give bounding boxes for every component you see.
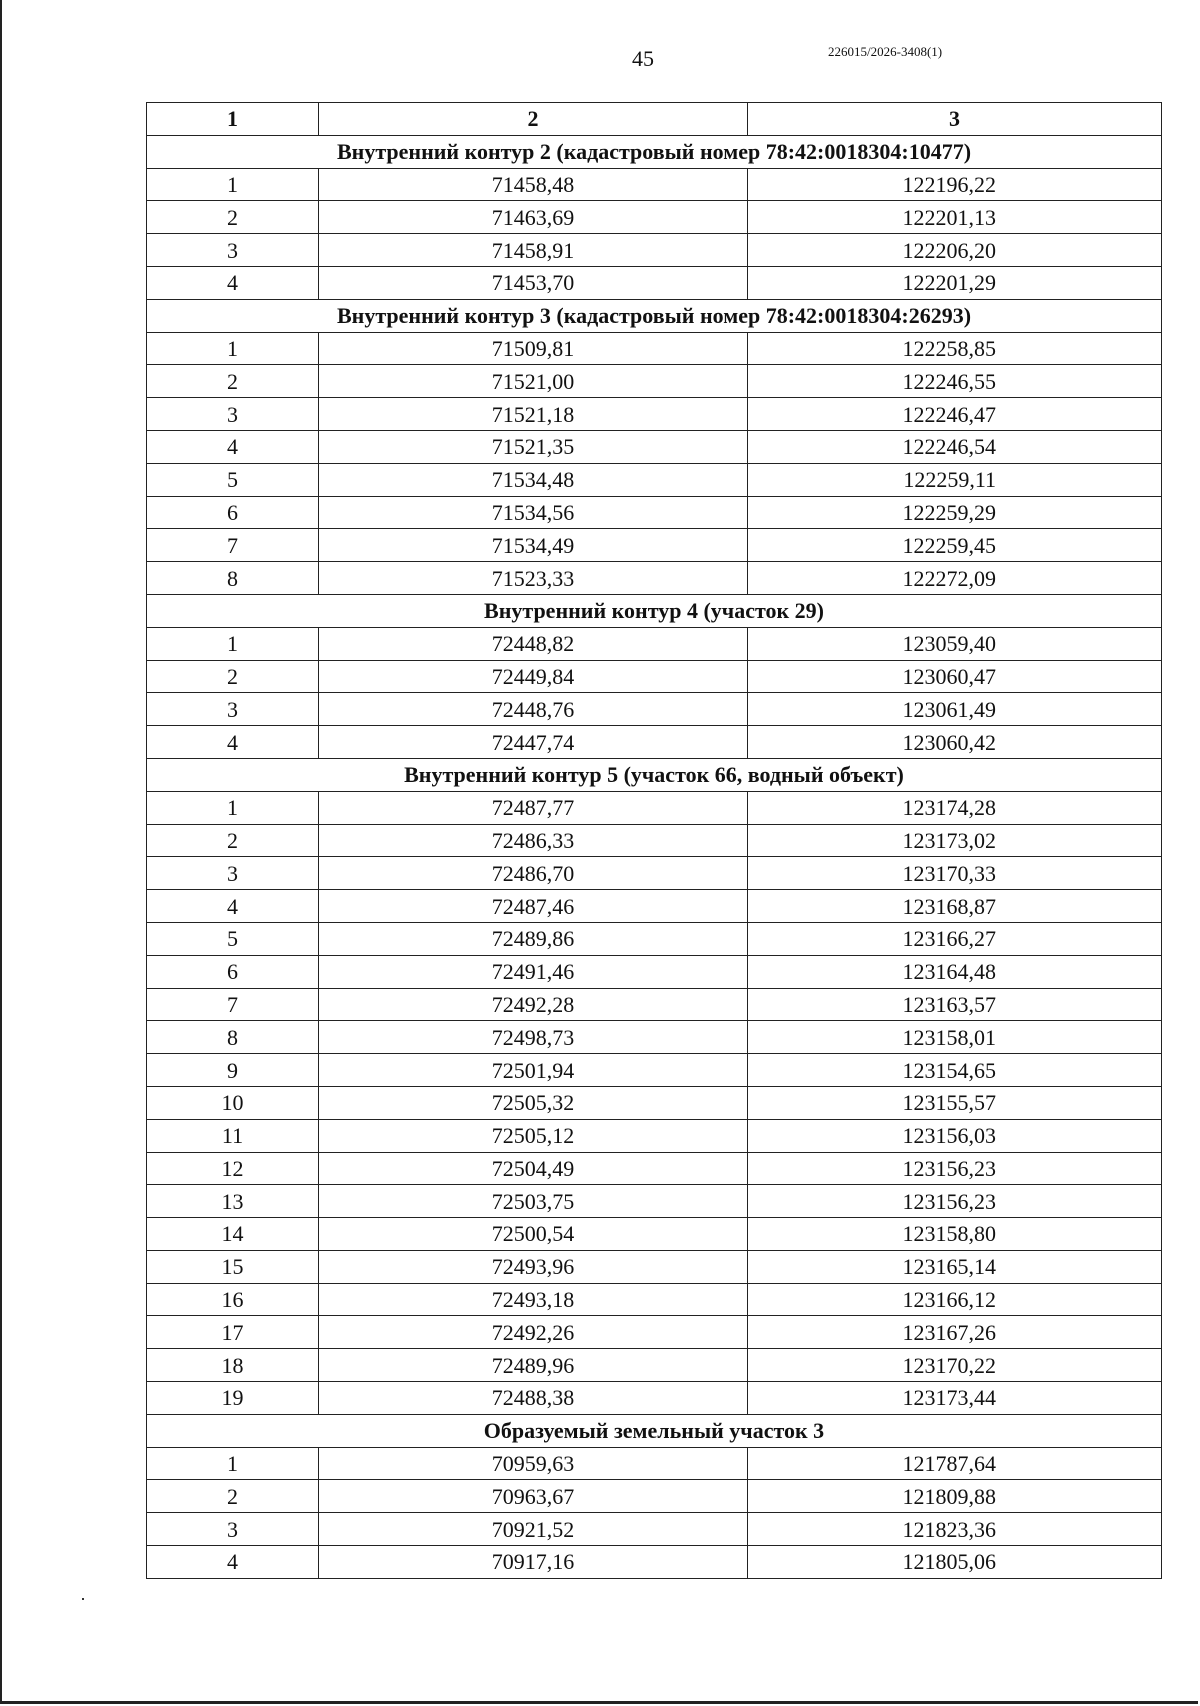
coordinate-y: 123158,80 bbox=[748, 1218, 1162, 1251]
table-row bbox=[147, 791, 1162, 824]
coordinate-y: 121805,06 bbox=[748, 1546, 1162, 1579]
coordinate-x: 72498,73 bbox=[319, 1021, 748, 1054]
header-row bbox=[147, 103, 1162, 136]
coordinate-y: 123166,27 bbox=[748, 922, 1162, 955]
coordinate-y: 123158,01 bbox=[748, 1021, 1162, 1054]
page-number: 45 bbox=[632, 46, 654, 71]
table-row bbox=[147, 955, 1162, 988]
point-number: 1 bbox=[147, 1447, 319, 1480]
coordinate-x: 72489,96 bbox=[319, 1349, 748, 1382]
coordinate-x: 72448,82 bbox=[319, 627, 748, 660]
document-id: 226015/2026-3408(1) bbox=[828, 44, 943, 59]
point-number: 12 bbox=[147, 1152, 319, 1185]
table-row bbox=[147, 693, 1162, 726]
table-row bbox=[147, 1218, 1162, 1251]
table-row bbox=[147, 365, 1162, 398]
coordinate-y: 123061,49 bbox=[748, 693, 1162, 726]
table-row bbox=[147, 234, 1162, 267]
point-number: 7 bbox=[147, 988, 319, 1021]
table-row bbox=[147, 1316, 1162, 1349]
coordinate-x: 72493,18 bbox=[319, 1283, 748, 1316]
coordinates-table bbox=[146, 102, 1162, 1579]
coordinate-x: 71534,56 bbox=[319, 496, 748, 529]
table-row bbox=[147, 627, 1162, 660]
section-row bbox=[147, 594, 1162, 627]
coordinate-x: 71458,91 bbox=[319, 234, 748, 267]
coordinate-y: 123155,57 bbox=[748, 1086, 1162, 1119]
section-title: Образуемый земельный участок 3 bbox=[147, 1414, 1162, 1447]
table-row bbox=[147, 1513, 1162, 1546]
coordinate-y: 122259,29 bbox=[748, 496, 1162, 529]
point-number: 13 bbox=[147, 1185, 319, 1218]
point-number: 17 bbox=[147, 1316, 319, 1349]
coordinate-x: 70959,63 bbox=[319, 1447, 748, 1480]
coordinate-x: 72501,94 bbox=[319, 1054, 748, 1087]
coordinate-x: 72486,33 bbox=[319, 824, 748, 857]
table-row bbox=[147, 1250, 1162, 1283]
point-number: 8 bbox=[147, 562, 319, 595]
table-row bbox=[147, 562, 1162, 595]
coordinate-x: 72489,86 bbox=[319, 922, 748, 955]
point-number: 8 bbox=[147, 1021, 319, 1054]
table-body bbox=[147, 135, 1162, 1578]
point-number: 4 bbox=[147, 890, 319, 923]
table-row bbox=[147, 1447, 1162, 1480]
table-row bbox=[147, 1382, 1162, 1415]
section-title: Внутренний контур 2 (кадастровый номер 78:42:0018304:10477) bbox=[147, 135, 1162, 168]
point-number: 1 bbox=[147, 791, 319, 824]
table-row bbox=[147, 529, 1162, 562]
point-number: 4 bbox=[147, 266, 319, 299]
header-col-3: 3 bbox=[748, 103, 1162, 136]
coordinate-y: 123164,48 bbox=[748, 955, 1162, 988]
table-row bbox=[147, 201, 1162, 234]
coordinate-y: 123156,23 bbox=[748, 1185, 1162, 1218]
coordinate-y: 122196,22 bbox=[748, 168, 1162, 201]
point-number: 14 bbox=[147, 1218, 319, 1251]
coordinate-x: 72449,84 bbox=[319, 660, 748, 693]
coordinate-y: 123167,26 bbox=[748, 1316, 1162, 1349]
table-row bbox=[147, 332, 1162, 365]
coordinate-x: 71458,48 bbox=[319, 168, 748, 201]
scan-speck bbox=[82, 1598, 84, 1600]
coordinate-x: 72487,77 bbox=[319, 791, 748, 824]
coordinate-y: 121823,36 bbox=[748, 1513, 1162, 1546]
point-number: 3 bbox=[147, 234, 319, 267]
coordinate-y: 122246,54 bbox=[748, 430, 1162, 463]
coordinate-y: 123170,33 bbox=[748, 857, 1162, 890]
table-row bbox=[147, 660, 1162, 693]
coordinate-y: 121787,64 bbox=[748, 1447, 1162, 1480]
coordinate-x: 71534,49 bbox=[319, 529, 748, 562]
table-row bbox=[147, 1086, 1162, 1119]
coordinate-y: 122259,11 bbox=[748, 463, 1162, 496]
coordinate-x: 72492,26 bbox=[319, 1316, 748, 1349]
point-number: 4 bbox=[147, 1546, 319, 1579]
coordinate-x: 72448,76 bbox=[319, 693, 748, 726]
section-row bbox=[147, 1414, 1162, 1447]
header-col-1: 1 bbox=[147, 103, 319, 136]
point-number: 4 bbox=[147, 430, 319, 463]
table-row bbox=[147, 463, 1162, 496]
point-number: 1 bbox=[147, 627, 319, 660]
coordinate-y: 123168,87 bbox=[748, 890, 1162, 923]
coordinate-x: 70917,16 bbox=[319, 1546, 748, 1579]
point-number: 11 bbox=[147, 1119, 319, 1152]
coordinate-y: 123060,42 bbox=[748, 726, 1162, 759]
coordinate-x: 72492,28 bbox=[319, 988, 748, 1021]
table-row bbox=[147, 824, 1162, 857]
coordinate-y: 123154,65 bbox=[748, 1054, 1162, 1087]
coordinate-y: 123060,47 bbox=[748, 660, 1162, 693]
coordinate-x: 70963,67 bbox=[319, 1480, 748, 1513]
table-row bbox=[147, 1349, 1162, 1382]
coordinate-x: 70921,52 bbox=[319, 1513, 748, 1546]
table-row bbox=[147, 922, 1162, 955]
table-row bbox=[147, 1021, 1162, 1054]
table-row bbox=[147, 496, 1162, 529]
coordinate-y: 123156,03 bbox=[748, 1119, 1162, 1152]
point-number: 4 bbox=[147, 726, 319, 759]
table-row bbox=[147, 430, 1162, 463]
coordinate-y: 122246,47 bbox=[748, 398, 1162, 431]
coordinate-x: 72488,38 bbox=[319, 1382, 748, 1415]
table-row bbox=[147, 988, 1162, 1021]
table-row bbox=[147, 857, 1162, 890]
point-number: 2 bbox=[147, 660, 319, 693]
point-number: 2 bbox=[147, 1480, 319, 1513]
point-number: 5 bbox=[147, 922, 319, 955]
point-number: 7 bbox=[147, 529, 319, 562]
coordinate-x: 72493,96 bbox=[319, 1250, 748, 1283]
coordinate-y: 122259,45 bbox=[748, 529, 1162, 562]
coordinate-x: 71453,70 bbox=[319, 266, 748, 299]
coordinate-x: 72505,32 bbox=[319, 1086, 748, 1119]
point-number: 15 bbox=[147, 1250, 319, 1283]
table-row bbox=[147, 890, 1162, 923]
coordinate-y: 122201,29 bbox=[748, 266, 1162, 299]
section-row bbox=[147, 135, 1162, 168]
point-number: 2 bbox=[147, 365, 319, 398]
section-title: Внутренний контур 5 (участок 66, водный объект) bbox=[147, 758, 1162, 791]
coordinate-y: 122201,13 bbox=[748, 201, 1162, 234]
coordinate-y: 122246,55 bbox=[748, 365, 1162, 398]
table-row bbox=[147, 266, 1162, 299]
point-number: 3 bbox=[147, 1513, 319, 1546]
table-row bbox=[147, 726, 1162, 759]
point-number: 3 bbox=[147, 398, 319, 431]
coordinate-x: 72505,12 bbox=[319, 1119, 748, 1152]
section-title: Внутренний контур 3 (кадастровый номер 78:42:0018304:26293) bbox=[147, 299, 1162, 332]
coordinate-x: 71534,48 bbox=[319, 463, 748, 496]
coordinate-y: 123156,23 bbox=[748, 1152, 1162, 1185]
header-col-2: 2 bbox=[319, 103, 748, 136]
section-row bbox=[147, 299, 1162, 332]
point-number: 3 bbox=[147, 693, 319, 726]
table-row bbox=[147, 1119, 1162, 1152]
coordinate-y: 123165,14 bbox=[748, 1250, 1162, 1283]
table-row bbox=[147, 1546, 1162, 1579]
coordinate-x: 72487,46 bbox=[319, 890, 748, 923]
point-number: 1 bbox=[147, 332, 319, 365]
coordinate-x: 71523,33 bbox=[319, 562, 748, 595]
table-row bbox=[147, 1480, 1162, 1513]
table-row bbox=[147, 1283, 1162, 1316]
table-row bbox=[147, 398, 1162, 431]
coordinate-y: 122272,09 bbox=[748, 562, 1162, 595]
coordinate-x: 72504,49 bbox=[319, 1152, 748, 1185]
point-number: 2 bbox=[147, 824, 319, 857]
coordinate-y: 123173,02 bbox=[748, 824, 1162, 857]
point-number: 3 bbox=[147, 857, 319, 890]
coordinate-x: 71521,35 bbox=[319, 430, 748, 463]
coordinate-x: 71521,00 bbox=[319, 365, 748, 398]
section-row bbox=[147, 758, 1162, 791]
coordinate-x: 71509,81 bbox=[319, 332, 748, 365]
coordinate-y: 123173,44 bbox=[748, 1382, 1162, 1415]
coordinate-y: 123170,22 bbox=[748, 1349, 1162, 1382]
point-number: 5 bbox=[147, 463, 319, 496]
coordinate-y: 123059,40 bbox=[748, 627, 1162, 660]
coordinate-x: 72500,54 bbox=[319, 1218, 748, 1251]
point-number: 16 bbox=[147, 1283, 319, 1316]
point-number: 19 bbox=[147, 1382, 319, 1415]
point-number: 1 bbox=[147, 168, 319, 201]
coordinate-y: 121809,88 bbox=[748, 1480, 1162, 1513]
point-number: 10 bbox=[147, 1086, 319, 1119]
point-number: 9 bbox=[147, 1054, 319, 1087]
section-title: Внутренний контур 4 (участок 29) bbox=[147, 594, 1162, 627]
coordinate-y: 122258,85 bbox=[748, 332, 1162, 365]
table-row bbox=[147, 1185, 1162, 1218]
coordinate-y: 123166,12 bbox=[748, 1283, 1162, 1316]
point-number: 6 bbox=[147, 496, 319, 529]
point-number: 18 bbox=[147, 1349, 319, 1382]
coordinate-y: 123174,28 bbox=[748, 791, 1162, 824]
table-row bbox=[147, 1054, 1162, 1087]
coordinate-x: 71463,69 bbox=[319, 201, 748, 234]
coordinate-x: 72503,75 bbox=[319, 1185, 748, 1218]
coordinate-y: 122206,20 bbox=[748, 234, 1162, 267]
coordinate-x: 72491,46 bbox=[319, 955, 748, 988]
table-row bbox=[147, 168, 1162, 201]
point-number: 2 bbox=[147, 201, 319, 234]
coordinate-x: 72486,70 bbox=[319, 857, 748, 890]
point-number: 6 bbox=[147, 955, 319, 988]
coordinate-x: 72447,74 bbox=[319, 726, 748, 759]
coordinate-y: 123163,57 bbox=[748, 988, 1162, 1021]
table-row bbox=[147, 1152, 1162, 1185]
coordinate-x: 71521,18 bbox=[319, 398, 748, 431]
